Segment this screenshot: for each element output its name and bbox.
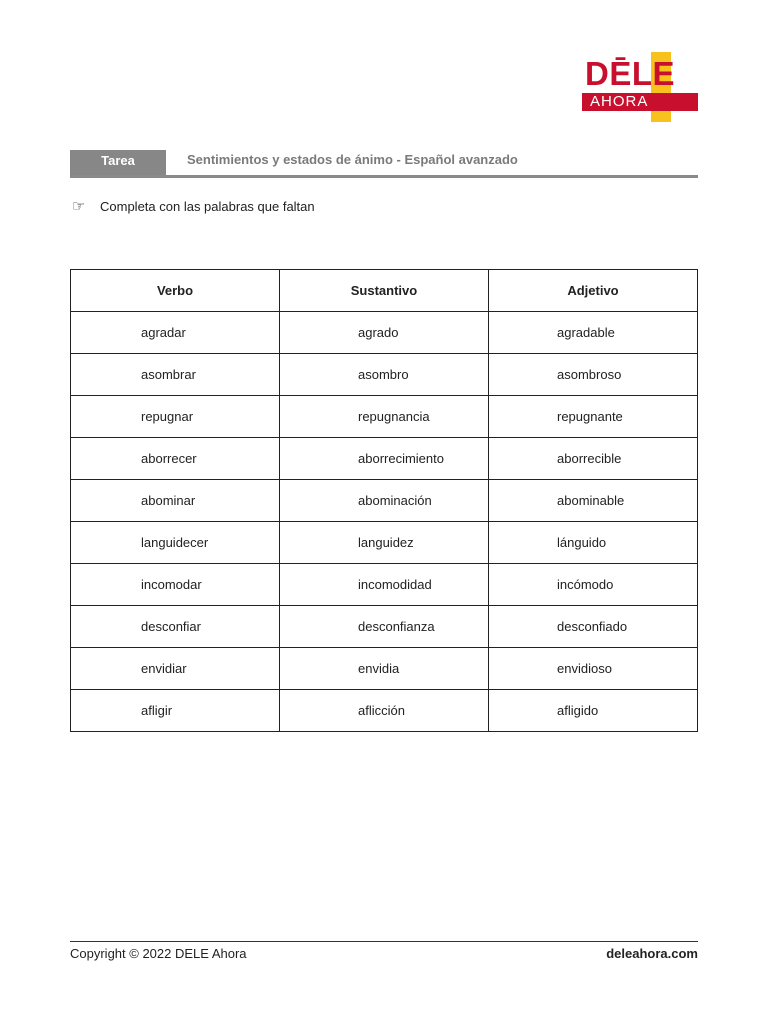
verb-cell bbox=[71, 690, 280, 732]
adjective-cell bbox=[489, 606, 698, 648]
table-row bbox=[71, 396, 698, 438]
table-row bbox=[71, 354, 698, 396]
column-header-sustantivo: Sustantivo bbox=[280, 270, 489, 312]
verb-cell bbox=[71, 564, 280, 606]
adjective-text: repugnante bbox=[557, 409, 623, 424]
noun-text: aflicción bbox=[358, 703, 405, 718]
noun-cell bbox=[280, 438, 489, 480]
noun-text: desconfianza bbox=[358, 619, 435, 634]
adjective-text: incómodo bbox=[557, 577, 614, 592]
noun-cell bbox=[280, 480, 489, 522]
pointing-hand-icon: ☞ bbox=[72, 198, 86, 215]
verb-text: asombrar bbox=[141, 367, 196, 382]
table-row bbox=[71, 648, 698, 690]
adjective-text: lánguido bbox=[557, 535, 607, 550]
logo-subword: AHORA bbox=[590, 93, 649, 110]
worksheet-title: Sentimientos y estados de ánimo - Español avanzado bbox=[187, 152, 518, 167]
verb-text: abominar bbox=[141, 493, 196, 508]
adjective-cell bbox=[489, 312, 698, 354]
verb-text: languidecer bbox=[141, 535, 209, 550]
footer-rule bbox=[70, 941, 698, 942]
verb-cell bbox=[71, 606, 280, 648]
instruction bbox=[72, 197, 315, 215]
noun-text: aborrecimiento bbox=[358, 451, 444, 466]
noun-cell bbox=[280, 690, 489, 732]
task-tag: Tarea bbox=[70, 150, 166, 175]
verb-text: repugnar bbox=[141, 409, 194, 424]
adjective-text: aborrecible bbox=[557, 451, 622, 466]
noun-text: incomodidad bbox=[358, 577, 432, 592]
table-row bbox=[71, 606, 698, 648]
verb-cell bbox=[71, 312, 280, 354]
noun-text: languidez bbox=[358, 535, 414, 550]
instruction-text: Completa con las palabras que faltan bbox=[100, 199, 315, 214]
table-row bbox=[71, 438, 698, 480]
noun-text: envidia bbox=[358, 661, 400, 676]
noun-cell bbox=[280, 522, 489, 564]
dele-ahora-logo bbox=[582, 52, 700, 122]
table-row bbox=[71, 564, 698, 606]
adjective-text: envidioso bbox=[557, 661, 612, 676]
column-header-verbo: Verbo bbox=[71, 270, 280, 312]
verb-text: agradar bbox=[141, 325, 186, 340]
noun-text: repugnancia bbox=[358, 409, 430, 424]
table-row bbox=[71, 312, 698, 354]
noun-cell bbox=[280, 354, 489, 396]
adjective-text: agradable bbox=[557, 325, 615, 340]
vocabulary-table bbox=[70, 269, 698, 732]
table-row bbox=[71, 522, 698, 564]
noun-cell bbox=[280, 648, 489, 690]
verb-text: desconfiar bbox=[141, 619, 201, 634]
noun-cell bbox=[280, 312, 489, 354]
verb-text: envidiar bbox=[141, 661, 187, 676]
noun-text: abominación bbox=[358, 493, 432, 508]
adjective-cell bbox=[489, 438, 698, 480]
adjective-text: abominable bbox=[557, 493, 625, 508]
noun-text: agrado bbox=[358, 325, 399, 340]
verb-text: incomodar bbox=[141, 577, 202, 592]
adjective-text: afligido bbox=[557, 703, 599, 718]
noun-cell bbox=[280, 564, 489, 606]
table-header-row bbox=[71, 270, 698, 312]
adjective-cell bbox=[489, 396, 698, 438]
noun-cell bbox=[280, 396, 489, 438]
table-row bbox=[71, 480, 698, 522]
copyright-text: Copyright © 2022 DELE Ahora bbox=[70, 946, 247, 961]
table-row bbox=[71, 690, 698, 732]
site-link[interactable]: deleahora.com bbox=[606, 946, 698, 961]
verb-text: aborrecer bbox=[141, 451, 197, 466]
worksheet-header bbox=[70, 150, 698, 178]
verb-cell bbox=[71, 480, 280, 522]
verb-cell bbox=[71, 648, 280, 690]
verb-cell bbox=[71, 438, 280, 480]
verb-cell bbox=[71, 396, 280, 438]
logo-word: DĒLE bbox=[585, 55, 676, 92]
adjective-text: desconfiado bbox=[557, 619, 628, 634]
verb-cell bbox=[71, 354, 280, 396]
column-header-adjetivo: Adjetivo bbox=[489, 270, 698, 312]
header-rule bbox=[70, 175, 698, 178]
verb-cell bbox=[71, 522, 280, 564]
adjective-cell bbox=[489, 690, 698, 732]
verb-text: afligir bbox=[141, 703, 173, 718]
adjective-cell bbox=[489, 564, 698, 606]
adjective-cell bbox=[489, 522, 698, 564]
adjective-cell bbox=[489, 480, 698, 522]
adjective-cell bbox=[489, 648, 698, 690]
adjective-text: asombroso bbox=[557, 367, 622, 382]
noun-text: asombro bbox=[358, 367, 409, 382]
adjective-cell bbox=[489, 354, 698, 396]
noun-cell bbox=[280, 606, 489, 648]
